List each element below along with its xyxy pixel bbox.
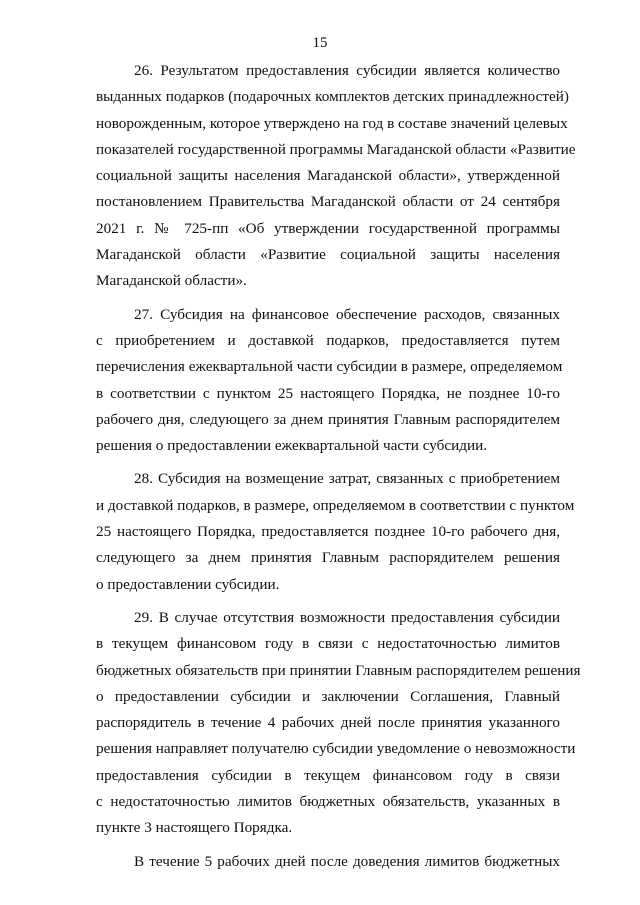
text-line: в соответствии с пунктом 25 настоящего Порядка, не позднее 10-го bbox=[96, 384, 560, 402]
text-line: предоставления субсидии в текущем финансовом году в связи bbox=[96, 766, 560, 784]
text-line: рабочего дня, следующего за днем принятия Главным распорядителем bbox=[96, 410, 560, 428]
text-line: новорожденным, которое утверждено на год в составе значений целевых bbox=[96, 114, 568, 132]
text-line: 26. Результатом предоставления субсидии является количество bbox=[134, 62, 560, 79]
paragraph-28 bbox=[96, 466, 575, 597]
document-body bbox=[96, 58, 581, 875]
paragraph-26 bbox=[96, 58, 576, 295]
text-line: о предоставлении субсидии. bbox=[96, 575, 280, 593]
text-line: выданных подарков (подарочных комплектов детских принадлежностей) bbox=[96, 88, 569, 106]
text-line: бюджетных обязательств при принятии Главным распорядителем решения bbox=[96, 661, 581, 679]
paragraph-27 bbox=[96, 302, 563, 460]
text-line: Магаданской области «Развитие социальной защиты населения bbox=[96, 246, 560, 264]
text-line: 29. В случае отсутствия возможности предоставления субсидии bbox=[134, 608, 560, 626]
text-line: следующего за днем принятия Главным распорядителем решения bbox=[96, 549, 560, 567]
text-line: социальной защиты населения Магаданской области», утвержденной bbox=[96, 167, 560, 185]
text-line: о предоставлении субсидии и заключении Соглашения, Главный bbox=[96, 687, 560, 705]
text-line: В течение 5 рабочих дней после доведения лимитов бюджетных bbox=[134, 852, 560, 870]
text-line: 28. Субсидия на возмещение затрат, связанных с приобретением bbox=[134, 470, 560, 488]
text-line: пункте 3 настоящего Порядка. bbox=[96, 819, 293, 837]
text-line: в текущем финансовом году в связи с недостаточностью лимитов bbox=[96, 635, 560, 653]
page-number: 15 bbox=[312, 35, 328, 51]
text-line: 27. Субсидия на финансовое обеспечение расходов, связанных bbox=[134, 305, 560, 323]
paragraph-29 bbox=[96, 605, 581, 842]
text-line: с приобретением и доставкой подарков, предоставляется путем bbox=[96, 331, 560, 349]
text-line: решения направляет получателю субсидии уведомление о невозможности bbox=[96, 740, 576, 758]
text-line: постановлением Правительства Магаданской области от 24 сентября bbox=[96, 193, 560, 211]
text-line: перечисления ежеквартальной части субсидии в размере, определяемом bbox=[96, 358, 563, 376]
text-line: решения о предоставлении ежеквартальной части субсидии. bbox=[96, 437, 488, 455]
text-line: показателей государственной программы Магаданской области «Развитие bbox=[96, 140, 576, 158]
text-line: и доставкой подарков, в размере, определяемом в соответствии с пунктом bbox=[96, 496, 575, 514]
text-line: 2021 г. № 725-пп «Об утверждении государственной программы bbox=[96, 219, 560, 237]
paragraph-continuation bbox=[96, 849, 560, 875]
text-line: с недостаточностью лимитов бюджетных обязательств, указанных в bbox=[96, 793, 560, 811]
text-line: распорядитель в течение 4 рабочих дней после принятия указанного bbox=[96, 714, 560, 732]
text-line: 25 настоящего Порядка, предоставляется позднее 10-го рабочего дня, bbox=[96, 523, 560, 541]
text-line: Магаданской области». bbox=[96, 272, 247, 290]
